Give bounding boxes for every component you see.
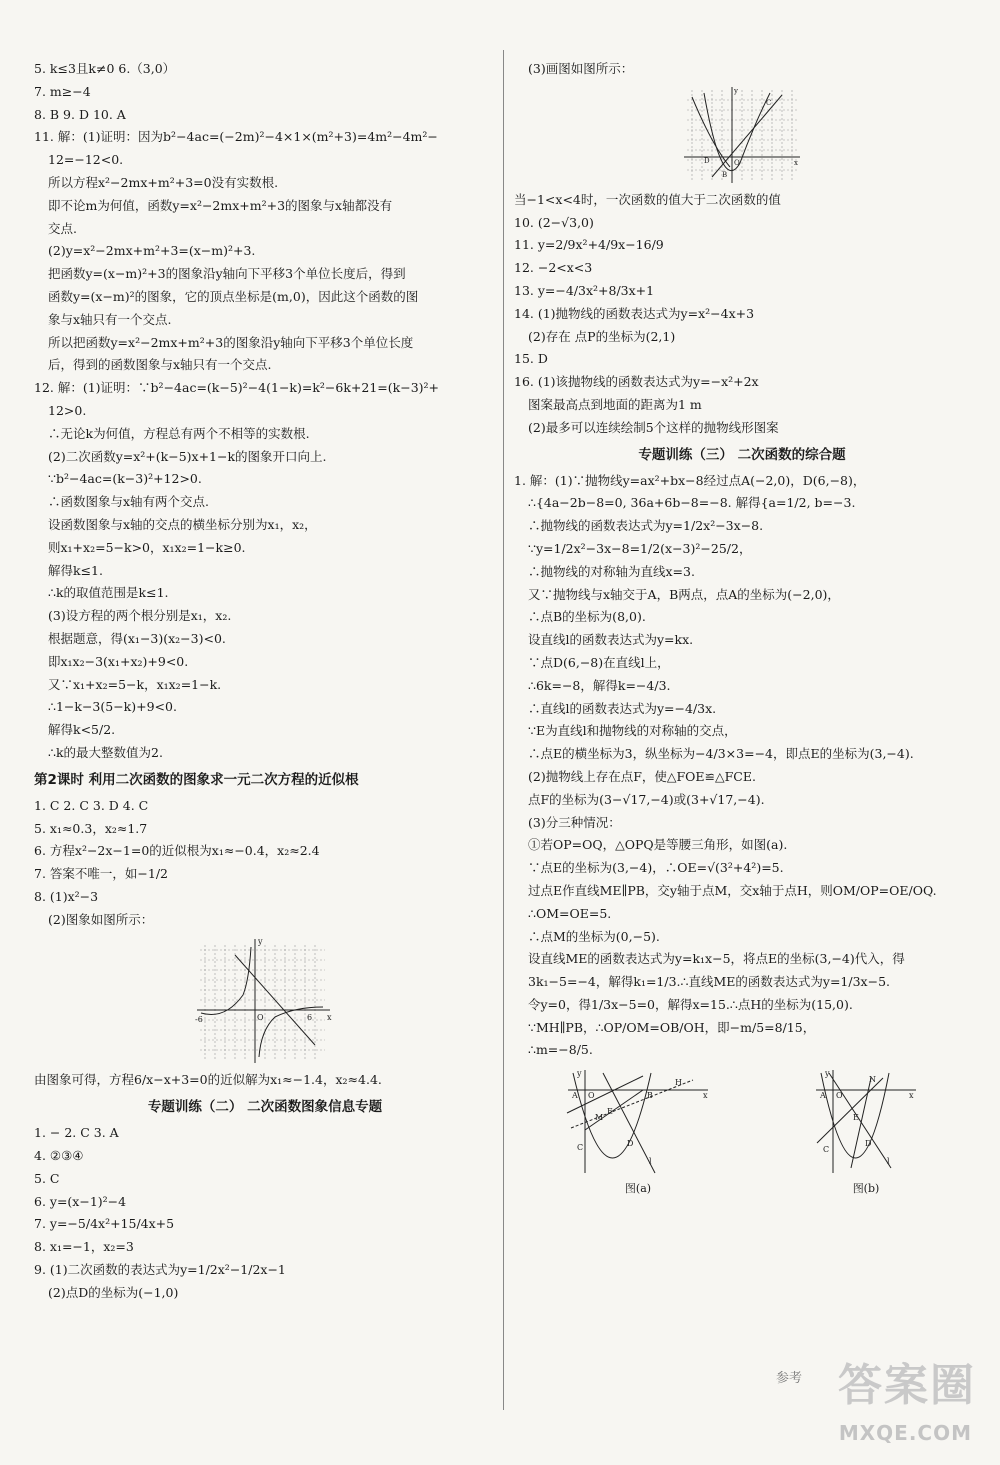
answer-line: 1. − 2. C 3. A [34, 1125, 119, 1141]
answer-line: 5. C [34, 1170, 60, 1186]
answer-line: 10. (2−√3,0) [514, 214, 594, 230]
answer-line: 5. k≤3且k≠0 6.（3,0） [34, 61, 176, 76]
answer-line: ∴无论k为何值，方程总有两个不相等的实数根. [48, 425, 310, 441]
answer-line: ∵点E的坐标为(3,−4)，∴OE=√(3²+4²)=5. [528, 860, 784, 876]
answer-line: (2)图象如图所示： [48, 911, 154, 927]
answer-line: 7. m≥−4 [34, 83, 91, 99]
answer-line: ∴抛物线的函数表达式为y=1/2x²−3x−8. [528, 518, 764, 534]
answer-line: 即不论m为何值，函数y=x²−2mx+m²+3的图象与x轴都没有 [48, 197, 393, 213]
answer-line: ∴点M的坐标为(0,−5). [528, 928, 660, 944]
answer-line: 又∵x₁+x₂=5−k，x₁x₂=1−k. [48, 676, 222, 692]
figure-row-ab [514, 1068, 970, 1197]
answer-line: 令y=0，得1/3x−5=0，解得x=15.∴点H的坐标为(15,0). [528, 996, 853, 1012]
page-ref-label: 参考 [776, 1371, 803, 1386]
answer-line: 设直线l的函数表达式为y=kx. [528, 632, 694, 648]
answer-line: ∵E为直线l和抛物线的对称轴的交点， [528, 723, 737, 739]
svg-text:O: O [734, 158, 740, 167]
svg-text:E: E [853, 1113, 859, 1123]
figure-a-caption: 图(a) [624, 1182, 652, 1196]
answer-line: 1. C 2. C 3. D 4. C [34, 797, 149, 813]
answer-line: 14. (1)抛物线的函数表达式为y=x²−4x+3 [514, 305, 755, 321]
right-answer-lines [514, 189, 970, 440]
right-top-line: (3)画图如图所示： [528, 61, 634, 76]
svg-text:x: x [909, 1091, 914, 1101]
answer-line: ∴点B的坐标为(8,0). [528, 609, 646, 625]
answer-line: ①若OP=OQ，△OPQ是等腰三角形，如图(a). [528, 837, 788, 853]
watermark-url: MXQE.COM [838, 1421, 972, 1445]
answer-line: (2)点D的坐标为(−1,0) [48, 1284, 179, 1300]
svg-text:x: x [794, 158, 798, 167]
watermark [772, 1339, 982, 1449]
answer-line: ∴k的最大整数值为2. [48, 744, 163, 760]
answer-line: ∴k的取值范围是k≤1. [48, 585, 169, 601]
answer-line: 设函数图象与x轴的交点的横坐标分别为x₁，x₂， [48, 516, 317, 532]
answer-line: 解得k<5/2. [48, 722, 116, 738]
section-title-special-2: 专题训练（二） 二次函数图象信息专题 [147, 1099, 383, 1116]
right-column [514, 58, 970, 1197]
answer-line: 12>0. [48, 402, 87, 418]
figure-b-caption: 图(b) [852, 1182, 880, 1196]
svg-text:y: y [577, 1069, 582, 1079]
answer-line: 6. y=(x−1)²−4 [34, 1193, 127, 1209]
answer-line: 根据题意，得(x₁−3)(x₂−3)<0. [48, 630, 226, 646]
figure-a [563, 1068, 713, 1197]
answer-line: (2)y=x²−2mx+m²+3=(x−m)²+3. [48, 243, 256, 259]
svg-text:N: N [869, 1075, 876, 1085]
figure-parabola-line [514, 85, 970, 185]
answer-line: 过点E作直线ME∥PB，交y轴于点M，交x轴于点H，则OM/OP=OE/OQ. [528, 882, 937, 898]
svg-text:E: E [607, 1107, 613, 1117]
answer-line: ∵b²−4ac=(k−3)²+12>0. [48, 471, 202, 487]
answer-line: 12. −2<x<3 [514, 260, 593, 276]
answer-line: (2)二次函数y=x²+(k−5)x+1−k的图象开口向上. [48, 448, 327, 464]
answer-line: 即x₁x₂−3(x₁+x₂)+9<0. [48, 653, 189, 669]
answer-line: 函数y=(x−m)²的图象，它的顶点坐标是(m,0)，因此这个函数的图 [48, 288, 419, 304]
answer-line: 把函数y=(x−m)²+3的图象沿y轴向下平移3个单位长度后，得到 [48, 266, 406, 282]
answer-line: 交点. [48, 220, 77, 236]
svg-text:M: M [595, 1113, 604, 1123]
figure-b [811, 1068, 921, 1197]
lesson-2-answers [34, 795, 496, 932]
answer-line: 5. x₁≈0.3，x₂≈1.7 [34, 820, 148, 836]
special-3-answers [514, 470, 970, 1063]
answer-line: (3)设方程的两个根分别是x₁，x₂. [48, 608, 232, 624]
answer-line: ∴1−k−3(5−k)+9<0. [48, 699, 177, 715]
answer-line: 8. x₁=−1，x₂=3 [34, 1239, 134, 1255]
svg-text:x: x [327, 1013, 332, 1023]
svg-text:C: C [577, 1143, 584, 1153]
answer-line: 点F的坐标为(3−√17,−4)或(3+√17,−4). [528, 791, 765, 807]
answer-line: 设直线ME的函数表达式为y=k₁x−5，将点E的坐标(3,−4)代入，得 [528, 951, 905, 967]
left-column [34, 58, 496, 1305]
answer-line: ∴{4a−2b−8=0, 36a+6b−8=−8. 解得{a=1/2, b=−3. [528, 495, 856, 511]
svg-text:D: D [865, 1139, 872, 1149]
answer-line: 4. ②③④ [34, 1148, 84, 1164]
answer-line: ∴m=−8/5. [528, 1042, 593, 1058]
svg-text:x: x [703, 1091, 708, 1101]
answer-line: ∵点D(6,−8)在直线l上， [528, 654, 670, 670]
svg-text:l: l [649, 1157, 652, 1167]
answer-line: 所以方程x²−2mx+m²+3=0没有实数根. [48, 174, 279, 190]
answer-line: 16. (1)该抛物线的函数表达式为y=−x²+2x [514, 374, 759, 390]
answer-line: 1. 解：(1)∵抛物线y=ax²+bx−8经过点A(−2,0)，D(6,−8)， [514, 472, 866, 488]
left-answer-lines [34, 58, 496, 765]
svg-text:O: O [836, 1091, 843, 1101]
svg-text:B: B [647, 1091, 653, 1101]
answer-line: 图案最高点到地面的距离为1 m [528, 396, 702, 412]
watermark-logo-text: 答案圈 [838, 1360, 976, 1411]
answer-line: 8. (1)x²−3 [34, 888, 99, 904]
answer-line: 则x₁+x₂=5−k>0，x₁x₂=1−k≥0. [48, 539, 246, 555]
svg-text:A: A [572, 1091, 578, 1101]
answer-line: 又∵抛物线与x轴交于A，B两点，点A的坐标为(−2,0)， [528, 586, 840, 602]
lesson-2-conclusion: 由图象可得，方程6/x−x+3=0的近似解为x₁≈−1.4，x₂≈4.4. [34, 1072, 382, 1088]
answer-line: (2)存在 点P的坐标为(2,1) [528, 328, 676, 344]
answer-line: 象与x轴只有一个交点. [48, 311, 172, 327]
answer-line: 9. (1)二次函数的表达式为y=1/2x²−1/2x−1 [34, 1262, 286, 1278]
svg-text:O: O [257, 1013, 264, 1023]
answer-line: (3)分三种情况： [528, 814, 621, 830]
answer-line: 7. 答案不唯一，如−1/2 [34, 866, 168, 882]
answer-line: ∴6k=−8，解得k=−4/3. [528, 677, 671, 693]
column-divider [503, 50, 504, 1410]
svg-text:C: C [823, 1145, 830, 1155]
answer-line: 6. 方程x²−2x−1=0的近似根为x₁≈−0.4，x₂≈2.4 [34, 843, 320, 859]
svg-text:D: D [627, 1139, 634, 1149]
answer-line: (2)最多可以连续绘制5个这样的抛物线形图案 [528, 419, 779, 435]
answer-line: 12=−12<0. [48, 152, 124, 168]
figure-hyperbola-line [34, 935, 496, 1065]
answer-line: 12. 解：(1)证明：∵b²−4ac=(k−5)²−4(1−k)=k²−6k+21=(k−3)²+ [34, 380, 440, 396]
svg-text:A: A [820, 1091, 826, 1101]
svg-text:y: y [734, 86, 738, 95]
answer-line: ∴抛物线的对称轴为直线x=3. [528, 563, 695, 579]
svg-text:-6: -6 [195, 1015, 203, 1025]
answer-line: (2)抛物线上存在点F，使△FOE≌△FCE. [528, 768, 756, 784]
answer-line: 7. y=−5/4x²+15/4x+5 [34, 1216, 175, 1232]
answer-line: ∵MH∥PB，∴OP/OM=OB/OH，即−m/5=8/15， [528, 1019, 816, 1035]
answer-line: ∴直线l的函数表达式为y=−4/3x. [528, 700, 717, 716]
section-title-special-3: 专题训练（三） 二次函数的综合题 [638, 446, 846, 463]
special-2-answers [34, 1122, 496, 1304]
svg-text:D: D [704, 156, 710, 165]
answer-line: 8. B 9. D 10. A [34, 106, 126, 122]
svg-text:C: C [766, 98, 772, 107]
svg-text:B: B [722, 170, 728, 179]
answer-line: 11. y=2/9x²+4/9x−16/9 [514, 237, 664, 253]
answer-line: 解得k≤1. [48, 562, 103, 578]
answer-line: 13. y=−4/3x²+8/3x+1 [514, 282, 655, 298]
answer-line: 3k₁−5=−4，解得k₁=1/3.∴直线ME的函数表达式为y=1/3x−5. [528, 974, 890, 990]
answer-line: ∴点E的横坐标为3，纵坐标为−4/3×3=−4，即点E的坐标为(3,−4). [528, 746, 914, 762]
answer-line: ∴OM=OE=5. [528, 905, 612, 921]
svg-text:y: y [258, 937, 263, 947]
answer-line: 所以把函数y=x²−2mx+m²+3的图象沿y轴向下平移3个单位长度 [48, 334, 414, 350]
svg-text:H: H [675, 1078, 682, 1088]
answer-line: ∴函数图象与x轴有两个交点. [48, 494, 210, 510]
svg-text:l: l [887, 1157, 890, 1167]
svg-text:O: O [588, 1091, 595, 1101]
answer-line: 当−1<x<4时，一次函数的值大于二次函数的值 [514, 191, 781, 207]
answer-line: 11. 解：(1)证明：因为b²−4ac=(−2m)²−4×1×(m²+3)=4m²−4m²− [34, 129, 438, 145]
svg-text:6: 6 [307, 1013, 313, 1023]
answer-line: ∵y=1/2x²−3x−8=1/2(x−3)²−25/2， [528, 540, 752, 556]
svg-text:y: y [825, 1069, 830, 1079]
answer-line: 15. D [514, 351, 548, 367]
answer-line: 后，得到的函数图象与x轴只有一个交点. [48, 357, 272, 373]
section-title-lesson-2: 第2课时 利用二次函数的图象求一元二次方程的近似根 [34, 771, 359, 788]
